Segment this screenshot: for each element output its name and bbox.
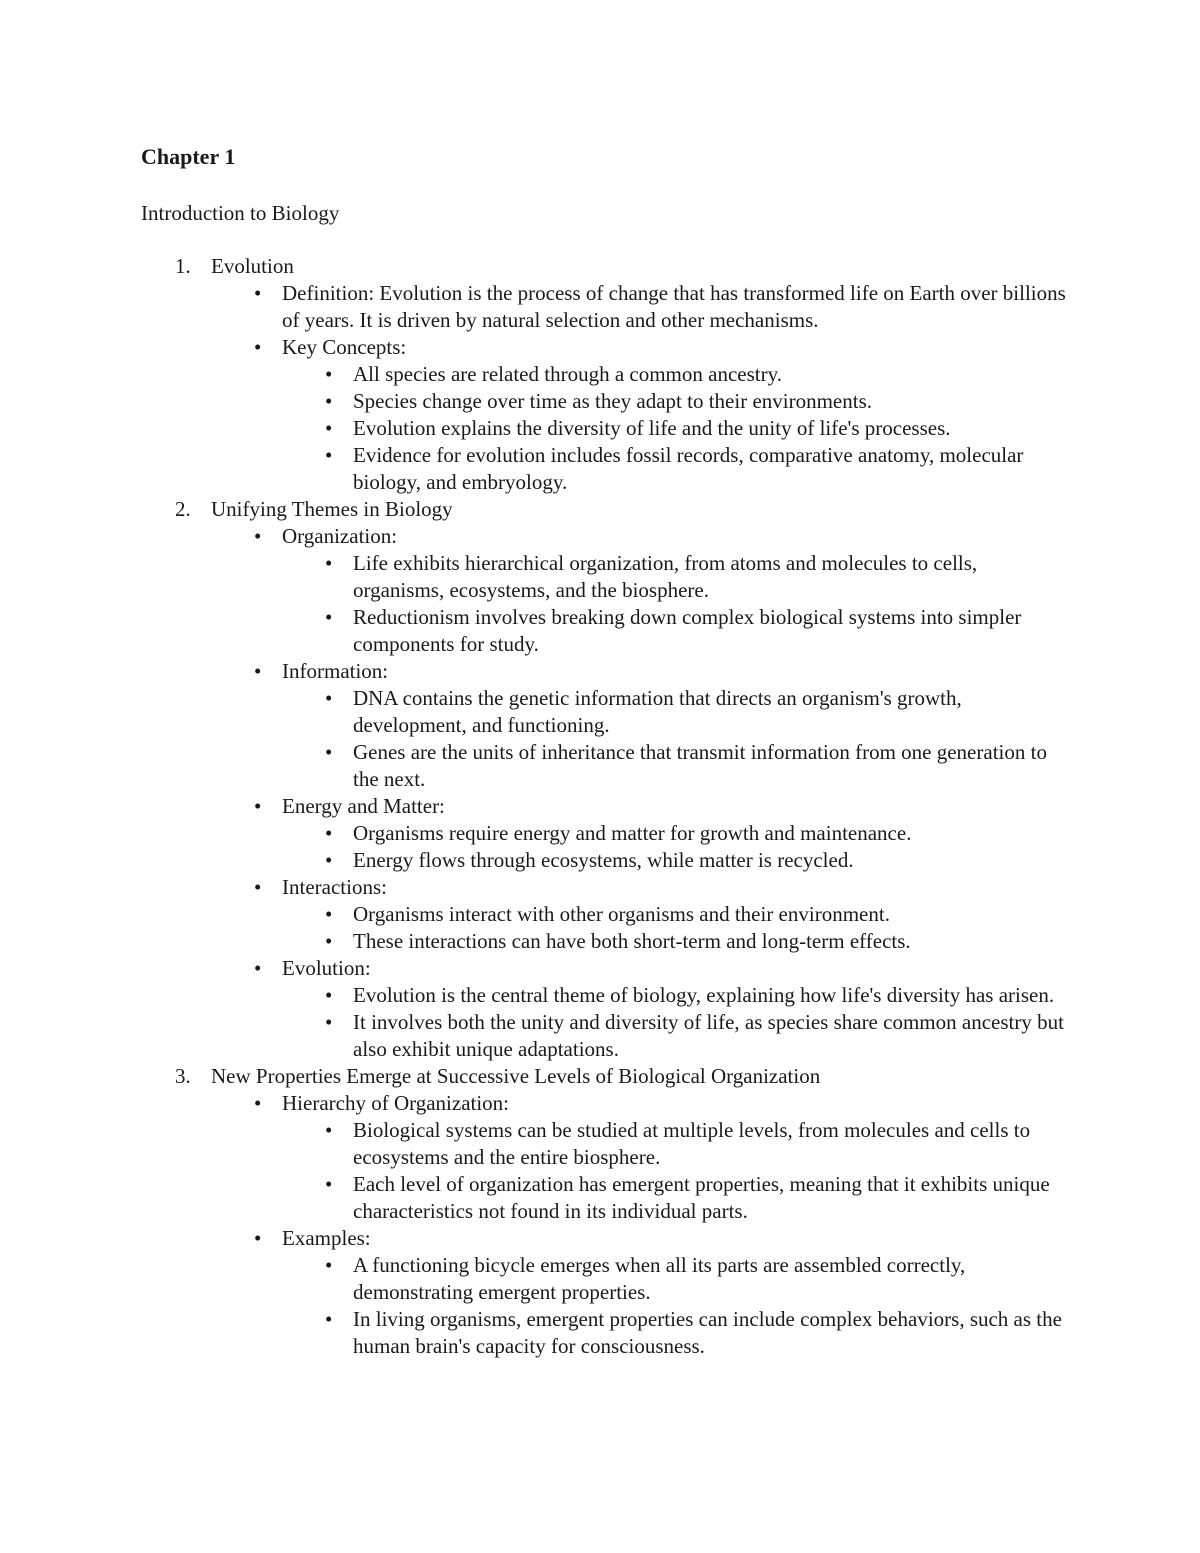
section-number: 2. bbox=[175, 497, 191, 521]
point-item bbox=[211, 847, 1071, 874]
bullet-icon: • bbox=[325, 443, 333, 467]
bullet-icon: • bbox=[325, 740, 333, 764]
subtopic-list bbox=[211, 280, 1071, 496]
point-text: Organisms require energy and matter for growth and maintenance. bbox=[353, 821, 912, 845]
section-list bbox=[141, 253, 1071, 1360]
bullet-icon: • bbox=[325, 389, 333, 413]
point-list bbox=[282, 982, 1071, 1063]
point-text: Species change over time as they adapt to their environments. bbox=[353, 389, 873, 413]
bullet-icon: • bbox=[325, 1010, 333, 1034]
subtopic-item bbox=[141, 280, 1071, 334]
point-text: It involves both the unity and diversity of life, as species share common ancestry but also exhibit unique adaptations. bbox=[353, 1010, 1064, 1061]
point-text: A functioning bicycle emerges when all its parts are assembled correctly, demonstrating emergent properties. bbox=[353, 1253, 966, 1304]
bullet-icon: • bbox=[325, 605, 333, 629]
bullet-icon: • bbox=[325, 1307, 333, 1331]
point-text: Life exhibits hierarchical organization, from atoms and molecules to cells, organisms, ecosystems, and the biosphere. bbox=[353, 551, 978, 602]
subtopic-list bbox=[211, 1090, 1071, 1360]
subtopic-text: Definition: Evolution is the process of change that has transformed life on Earth over billions of years. It is driven by natural selection and other mechanisms. bbox=[282, 281, 1066, 332]
bullet-icon: • bbox=[325, 362, 333, 386]
point-list bbox=[282, 361, 1071, 496]
bullet-icon: • bbox=[325, 929, 333, 953]
bullet-icon: • bbox=[325, 821, 333, 845]
point-item bbox=[211, 550, 1071, 604]
point-list bbox=[282, 1117, 1071, 1225]
point-item bbox=[211, 604, 1071, 658]
point-text: DNA contains the genetic information that directs an organism's growth, development, and functioning. bbox=[353, 686, 962, 737]
section-item bbox=[141, 1063, 1071, 1360]
subtopic-text: Evolution: bbox=[282, 956, 371, 980]
bullet-icon: • bbox=[325, 686, 333, 710]
subtopic-item bbox=[141, 793, 1071, 874]
subtopic-item bbox=[141, 658, 1071, 793]
point-list bbox=[282, 820, 1071, 874]
bullet-icon: • bbox=[254, 659, 262, 683]
intro-heading: Introduction to Biology bbox=[141, 201, 340, 225]
bullet-icon: • bbox=[254, 335, 262, 359]
bullet-icon: • bbox=[325, 983, 333, 1007]
point-text: These interactions can have both short-term and long-term effects. bbox=[353, 929, 911, 953]
section-number: 3. bbox=[175, 1064, 191, 1088]
point-list bbox=[282, 550, 1071, 658]
subtopic-item bbox=[141, 955, 1071, 1063]
bullet-icon: • bbox=[254, 281, 262, 305]
point-item bbox=[211, 901, 1071, 928]
bullet-icon: • bbox=[325, 1118, 333, 1142]
subtopic-item bbox=[141, 334, 1071, 496]
subtopic-list bbox=[211, 523, 1071, 1063]
bullet-icon: • bbox=[325, 848, 333, 872]
point-text: In living organisms, emergent properties can include complex behaviors, such as the human brain's capacity for consciousness. bbox=[353, 1307, 1062, 1358]
subtopic-item bbox=[141, 1225, 1071, 1360]
point-text: Each level of organization has emergent properties, meaning that it exhibits unique characteristics not found in its individual parts. bbox=[353, 1172, 1050, 1223]
bullet-icon: • bbox=[254, 524, 262, 548]
bullet-icon: • bbox=[325, 902, 333, 926]
point-item bbox=[211, 388, 1071, 415]
section-item bbox=[141, 496, 1071, 1063]
subtopic-item bbox=[141, 874, 1071, 955]
point-item bbox=[211, 928, 1071, 955]
subtopic-item bbox=[141, 523, 1071, 658]
bullet-icon: • bbox=[325, 551, 333, 575]
subtopic-item bbox=[141, 1090, 1071, 1225]
bullet-icon: • bbox=[325, 1253, 333, 1277]
point-text: Genes are the units of inheritance that transmit information from one generation to the next. bbox=[353, 740, 1047, 791]
point-item bbox=[211, 982, 1071, 1009]
point-item bbox=[211, 1009, 1071, 1063]
section-title: Evolution bbox=[211, 254, 294, 278]
point-item bbox=[211, 1117, 1071, 1171]
point-list bbox=[282, 901, 1071, 955]
bullet-icon: • bbox=[254, 794, 262, 818]
point-item bbox=[211, 442, 1071, 496]
section-title: New Properties Emerge at Successive Levels of Biological Organization bbox=[211, 1064, 821, 1088]
bullet-icon: • bbox=[254, 1091, 262, 1115]
point-text: All species are related through a common ancestry. bbox=[353, 362, 782, 386]
subtopic-text: Hierarchy of Organization: bbox=[282, 1091, 510, 1115]
subtopic-text: Energy and Matter: bbox=[282, 794, 445, 818]
outline bbox=[141, 253, 1071, 1360]
subtopic-text: Examples: bbox=[282, 1226, 371, 1250]
subtopic-text: Key Concepts: bbox=[282, 335, 407, 359]
point-item bbox=[211, 1252, 1071, 1306]
point-list bbox=[282, 685, 1071, 793]
point-item bbox=[211, 1306, 1071, 1360]
point-item bbox=[211, 820, 1071, 847]
point-text: Evidence for evolution includes fossil records, comparative anatomy, molecular biology, and embryology. bbox=[353, 443, 1024, 494]
subtopic-text: Organization: bbox=[282, 524, 398, 548]
point-item bbox=[211, 1171, 1071, 1225]
point-item bbox=[211, 685, 1071, 739]
subtopic-text: Interactions: bbox=[282, 875, 387, 899]
point-text: Biological systems can be studied at multiple levels, from molecules and cells to ecosystems and the entire biosphere. bbox=[353, 1118, 1031, 1169]
bullet-icon: • bbox=[254, 1226, 262, 1250]
bullet-icon: • bbox=[254, 956, 262, 980]
point-list bbox=[282, 1252, 1071, 1360]
bullet-icon: • bbox=[325, 416, 333, 440]
section-number: 1. bbox=[175, 254, 191, 278]
point-text: Organisms interact with other organisms and their environment. bbox=[353, 902, 890, 926]
bullet-icon: • bbox=[325, 1172, 333, 1196]
point-text: Energy flows through ecosystems, while matter is recycled. bbox=[353, 848, 854, 872]
point-item bbox=[211, 415, 1071, 442]
subtopic-text: Information: bbox=[282, 659, 389, 683]
point-text: Reductionism involves breaking down complex biological systems into simpler components for study. bbox=[353, 605, 1022, 656]
chapter-title: Chapter 1 bbox=[141, 144, 236, 169]
point-item bbox=[211, 739, 1071, 793]
point-item bbox=[211, 361, 1071, 388]
section-item bbox=[141, 253, 1071, 496]
bullet-icon: • bbox=[254, 875, 262, 899]
point-text: Evolution explains the diversity of life and the unity of life's processes. bbox=[353, 416, 951, 440]
section-title: Unifying Themes in Biology bbox=[211, 497, 453, 521]
point-text: Evolution is the central theme of biology, explaining how life's diversity has arisen. bbox=[353, 983, 1055, 1007]
